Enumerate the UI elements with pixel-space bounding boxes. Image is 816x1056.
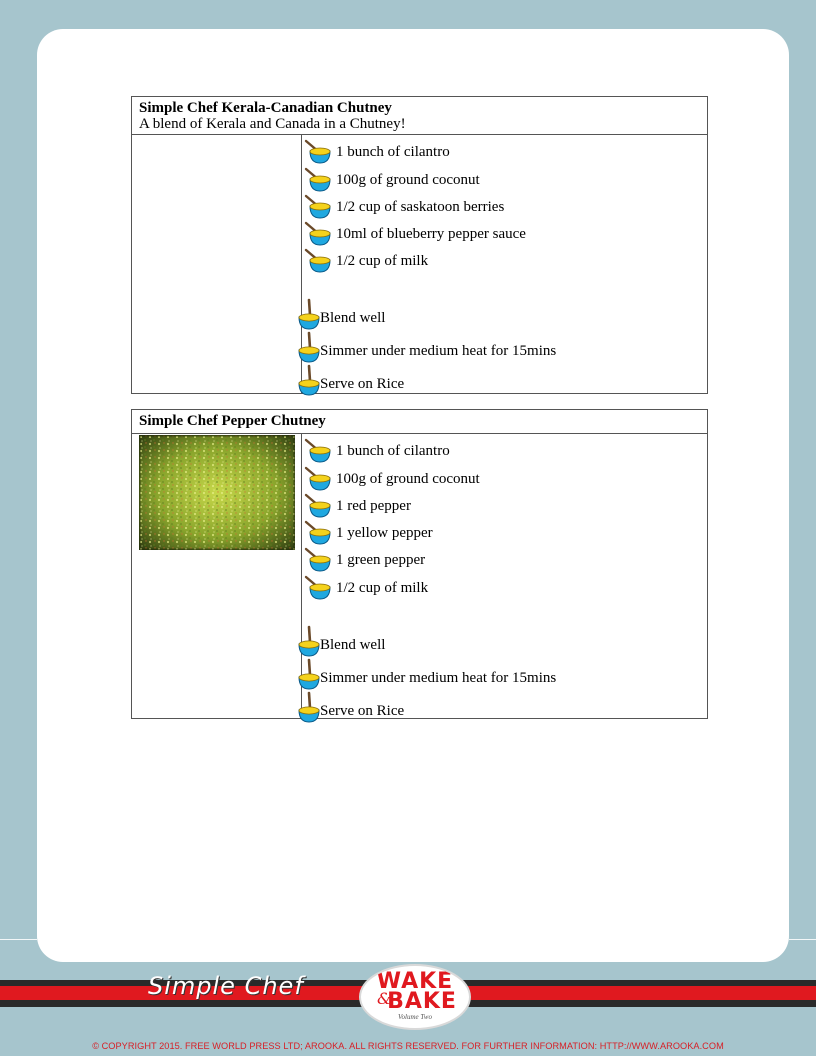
recipe-body bbox=[132, 434, 707, 718]
left-edge-line bbox=[0, 939, 37, 940]
step-text: Serve on Rice bbox=[320, 376, 405, 393]
ingredient-item bbox=[302, 491, 707, 518]
ingredient-text: 1 yellow pepper bbox=[336, 525, 433, 542]
step-item bbox=[302, 624, 707, 657]
step-text: Simmer under medium heat for 15mins bbox=[320, 343, 557, 360]
step-text: Serve on Rice bbox=[320, 702, 405, 719]
ingredient-text: 1 bunch of cilantro bbox=[336, 144, 450, 161]
step-item bbox=[302, 297, 707, 330]
recipe-body bbox=[132, 135, 707, 393]
step-item bbox=[302, 657, 707, 690]
mixing-bowl-icon bbox=[298, 364, 320, 396]
ingredient-text: 1 red pepper bbox=[336, 497, 411, 514]
bowl-icon bbox=[304, 519, 332, 545]
ingredient-text: 1/2 cup of milk bbox=[336, 579, 429, 596]
bowl-icon bbox=[304, 492, 332, 518]
ingredient-item bbox=[302, 436, 707, 463]
mixing-bowl-icon bbox=[298, 298, 320, 330]
step-text: Blend well bbox=[320, 636, 386, 653]
bowl-icon bbox=[304, 546, 332, 572]
recipe-instructions bbox=[302, 135, 707, 393]
chutney-photo bbox=[139, 435, 295, 550]
step-item bbox=[302, 330, 707, 363]
recipe-subtitle: A blend of Kerala and Canada in a Chutney! bbox=[139, 116, 406, 132]
mixing-bowl-icon bbox=[298, 691, 320, 723]
step-item bbox=[302, 363, 707, 396]
bowl-icon bbox=[304, 465, 332, 491]
ingredient-item bbox=[302, 164, 707, 191]
mixing-bowl-icon bbox=[298, 658, 320, 690]
ingredient-item bbox=[302, 572, 707, 599]
ingredient-text: 100g of ground coconut bbox=[336, 171, 480, 188]
section-gap bbox=[302, 600, 707, 624]
mixing-bowl-icon bbox=[298, 331, 320, 363]
bowl-icon bbox=[304, 166, 332, 192]
bowl-icon bbox=[304, 138, 332, 164]
badge-wake: WAKE bbox=[376, 969, 454, 994]
wake-bake-badge bbox=[359, 964, 471, 1030]
recipe-header bbox=[132, 97, 707, 135]
recipe-title: Simple Chef Pepper Chutney bbox=[139, 413, 326, 429]
bowl-icon bbox=[304, 247, 332, 273]
step-item bbox=[302, 690, 707, 723]
ingredient-text: 1/2 cup of saskatoon berries bbox=[336, 198, 505, 215]
ingredient-item bbox=[302, 219, 707, 246]
ingredient-text: 1/2 cup of milk bbox=[336, 253, 429, 270]
right-edge-line bbox=[789, 939, 816, 940]
badge-ampersand: & bbox=[377, 989, 392, 1008]
ingredient-text: 10ml of blueberry pepper sauce bbox=[336, 226, 526, 243]
bowl-icon bbox=[304, 220, 332, 246]
ingredient-item bbox=[302, 137, 707, 164]
ingredient-item bbox=[302, 246, 707, 273]
recipe-header bbox=[132, 410, 707, 434]
bowl-icon bbox=[304, 574, 332, 600]
recipe-title: Simple Chef Kerala-Canadian Chutney bbox=[139, 100, 392, 116]
bowl-icon bbox=[304, 437, 332, 463]
bowl-icon bbox=[304, 193, 332, 219]
copyright-notice: © COPYRIGHT 2015. FREE WORLD PRESS LTD; AROOKA. ALL RIGHTS RESERVED. FOR FURTHER INFORMATION: HTTP://WWW.AROOKA.COM bbox=[92, 1041, 724, 1051]
ingredient-item bbox=[302, 545, 707, 572]
mixing-bowl-icon bbox=[298, 625, 320, 657]
brand-logo: Simple Chef bbox=[148, 972, 304, 1000]
badge-volume: Volume Two bbox=[398, 1013, 432, 1021]
ingredient-text: 100g of ground coconut bbox=[336, 470, 480, 487]
recipe-card-kerala-canadian bbox=[131, 96, 708, 394]
ingredient-text: 1 bunch of cilantro bbox=[336, 443, 450, 460]
ingredient-item bbox=[302, 518, 707, 545]
recipe-card-pepper-chutney bbox=[131, 409, 708, 719]
badge-bake: BAKE bbox=[387, 989, 457, 1014]
ingredient-text: 1 green pepper bbox=[336, 552, 426, 569]
ingredient-item bbox=[302, 192, 707, 219]
recipe-instructions bbox=[302, 434, 707, 718]
photo-cell-empty bbox=[132, 135, 302, 393]
step-text: Simmer under medium heat for 15mins bbox=[320, 669, 557, 686]
step-text: Blend well bbox=[320, 310, 386, 327]
ingredient-item bbox=[302, 463, 707, 490]
section-gap bbox=[302, 273, 707, 297]
photo-cell bbox=[132, 434, 302, 718]
